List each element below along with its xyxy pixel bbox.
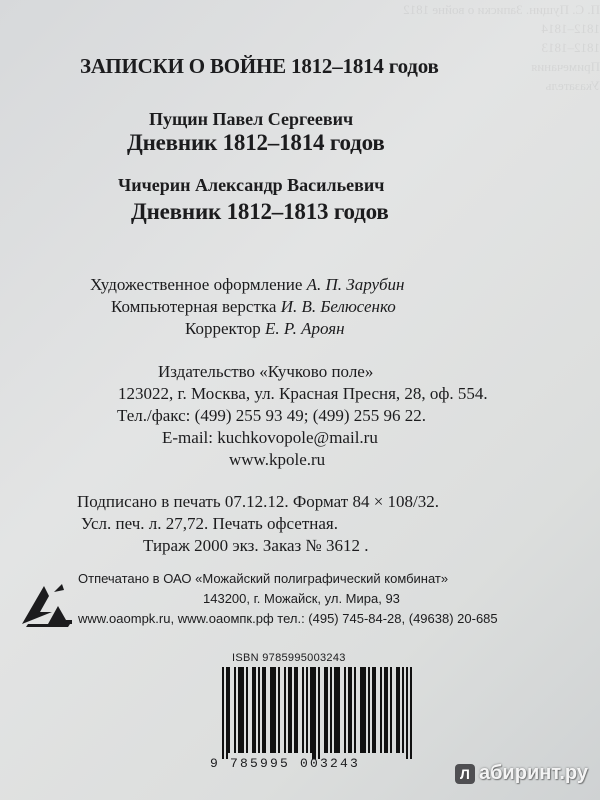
barcode-bar	[410, 667, 412, 759]
print-info-sheets: Усл. печ. л. 27,72. Печать офсетная.	[81, 514, 338, 533]
labirint-logo-icon: Л	[455, 764, 475, 784]
barcode-bar	[226, 667, 228, 759]
barcode-bar	[368, 667, 370, 753]
publisher-email: E-mail: kuchkovopole@mail.ru	[162, 428, 378, 447]
printer-address: 143200, г. Можайск, ул. Мира, 93	[203, 591, 400, 606]
barcode-bar	[252, 667, 254, 753]
book-main-title: ЗАПИСКИ О ВОЙНЕ 1812–1814 годов	[80, 54, 439, 78]
barcode-bar	[290, 667, 292, 753]
barcode-bar	[402, 667, 404, 753]
barcode-bar	[372, 667, 374, 753]
barcode-bar	[294, 667, 296, 753]
barcode-bar	[338, 667, 340, 753]
watermark-text: абиринт.ру	[478, 762, 588, 784]
print-info-run: Тираж 2000 экз. Заказ № 3612 .	[143, 536, 369, 555]
barcode-bar	[262, 667, 264, 753]
barcode-bar	[258, 667, 260, 753]
barcode-bar	[326, 667, 328, 753]
barcode-bar	[270, 667, 272, 753]
barcode-bar	[318, 667, 320, 759]
barcode-bar	[360, 667, 362, 753]
barcode-bar	[336, 667, 338, 753]
barcode-bar	[246, 667, 248, 753]
barcode-bar	[264, 667, 266, 753]
work-title-pushchin: Дневник 1812–1814 годов	[127, 130, 385, 155]
barcode-bar	[254, 667, 256, 753]
barcode-bar	[242, 667, 244, 753]
barcode-bar	[234, 667, 236, 753]
barcode-bar	[272, 667, 274, 753]
barcode-bar	[310, 667, 312, 753]
publisher-address: 123022, г. Москва, ул. Красная Пресня, 28, оф. 554.	[118, 384, 488, 403]
credit-role: Корректор	[185, 319, 261, 338]
barcode-bar	[314, 667, 316, 759]
barcode-bar	[396, 667, 398, 753]
work-title-chicherin: Дневник 1812–1813 годов	[131, 199, 389, 224]
barcode-bar	[288, 667, 290, 753]
credit-name: А. П. Зарубин	[306, 275, 405, 294]
author-pushchin: Пущин Павел Сергеевич	[149, 109, 354, 129]
barcode-bar	[278, 667, 280, 753]
barcode-bar	[238, 667, 240, 753]
barcode-bar	[406, 667, 408, 759]
credit-layout	[111, 296, 396, 318]
barcode-bar	[312, 667, 314, 759]
barcode-bar	[386, 667, 388, 753]
show-through-text: П. С. Пущин. Записки о войне 1812 1812–1814 1812–1813 Примечания Указатель	[403, 2, 600, 93]
barcode-bar	[374, 667, 376, 753]
barcode-bar	[364, 667, 366, 753]
barcode-bar	[330, 667, 332, 753]
credit-proofreader	[185, 318, 345, 340]
barcode-bar	[348, 667, 350, 753]
barcode-bar	[228, 667, 230, 753]
barcode-bar	[274, 667, 276, 753]
barcode-bar	[240, 667, 242, 753]
print-info-signed: Подписано в печать 07.12.12. Формат 84 × 108/32.	[77, 492, 440, 511]
barcode-bar	[380, 667, 382, 753]
barcode-bar	[284, 667, 286, 753]
barcode-bar	[390, 667, 392, 753]
barcode-bar	[222, 667, 224, 759]
barcode-bar	[362, 667, 364, 753]
credit-name: Е. Р. Ароян	[265, 319, 345, 338]
printer-contacts: www.oaompk.ru, www.оаомпк.рф тел.: (495) 745-84-28, (49638) 20-685	[78, 611, 498, 626]
barcode-bar	[384, 667, 386, 753]
isbn-barcode	[206, 652, 438, 774]
barcode-bar	[306, 667, 308, 753]
barcode-bars	[222, 667, 418, 759]
printer-name: Отпечатано в ОАО «Можайский полиграфический комбинат»	[78, 571, 449, 586]
barcode-bar	[334, 667, 336, 753]
credit-art-design	[90, 274, 405, 296]
barcode-bar	[350, 667, 352, 753]
author-chicherin: Чичерин Александр Васильевич	[118, 175, 385, 195]
barcode-bar	[344, 667, 346, 753]
labirint-watermark	[455, 762, 588, 785]
barcode-bar	[324, 667, 326, 753]
publisher-phone: Тел./факс: (499) 255 93 49; (499) 255 96 22.	[117, 406, 427, 425]
printing-plant-logo-icon	[18, 580, 76, 628]
credit-name: И. В. Белюсенко	[280, 297, 396, 316]
barcode-bar	[354, 667, 356, 753]
barcode-digits: 9 785995 003243	[210, 756, 361, 771]
barcode-bar	[302, 667, 304, 753]
isbn-label: ISBN 9785995003243	[232, 652, 346, 664]
publisher-name: Издательство «Кучково поле»	[158, 362, 374, 381]
credit-role: Художественное оформление	[90, 275, 303, 294]
publisher-website: www.kpole.ru	[229, 450, 326, 469]
barcode-bar	[296, 667, 298, 753]
credit-role: Компьютерная верстка	[111, 297, 277, 316]
barcode-bar	[398, 667, 400, 753]
